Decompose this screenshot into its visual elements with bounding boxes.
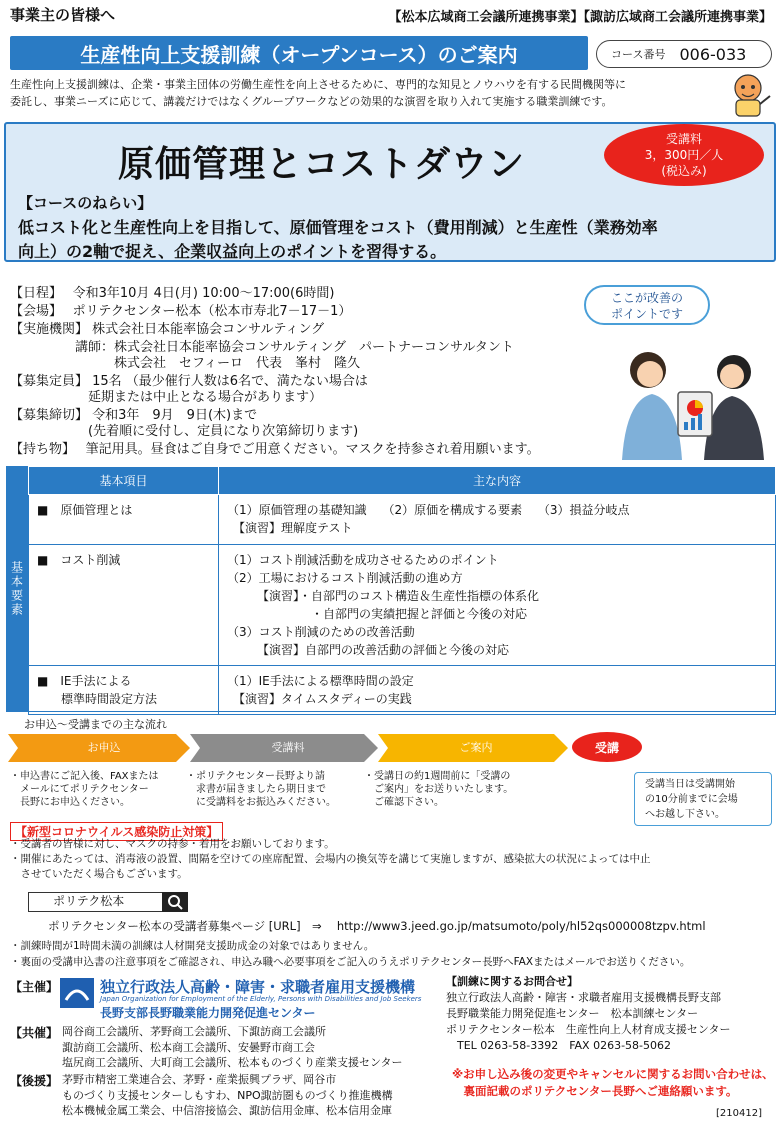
fee-badge [604,124,764,186]
note-line: の10分前までに会場 [645,794,738,805]
info-venue: 【会場】 ポリテクセンター松本（松本市寿北7－17－1） [10,304,352,319]
info-capacity-2: 延期または中止となる場合があります） [10,390,323,405]
course-number-label: コース番号 [611,48,666,61]
note-line: ご案内」をお送りいたします。 [364,784,514,795]
collab-text: 【松本広域商工会議所連携事業】【諏訪広域商工会議所連携事業】 [388,10,772,25]
info-lecturer: 講師：株式会社日本能率協会コンサルティング パートナーコンサルタント [10,340,514,355]
row-content [219,666,776,715]
support-heading: 【後援】 [10,1074,59,1088]
info-organizer: 【実施機関】 株式会社日本能率協会コンサルティング [10,322,325,337]
support-list [62,1072,393,1119]
flow-note-1 [10,770,159,809]
support-line: 松本機械金属工業会、中信溶接協会、諏訪信用金庫、松本信用金庫 [62,1104,392,1117]
flow-heading: お申込～受講までの主な流れ [24,718,167,731]
aim-line: 低コスト化と生産性向上を目指して、原価管理をコスト（費用削減）と生産性（業務効率 [18,218,658,237]
content-line: （1）原価管理の基礎知識 （2）原価を構成する要素 （3）損益分岐点 [227,503,630,517]
covid-text [10,837,770,882]
co-list [62,1024,403,1071]
bubble-line: ポイントです [610,307,683,321]
contact-phone: TEL 0263-58-3392 FAX 0263-58-5062 [446,1039,672,1052]
table-header-row [29,467,776,495]
course-title: 原価管理とコストダウン [118,144,526,185]
note-line: ・受講日の約1週間前に「受講の [364,771,511,782]
note-line: 長野にお申込ください。 [10,797,130,808]
fee-amount: 3，300円／人 [644,148,724,162]
row-content [219,545,776,666]
info-lecturer-2: 株式会社 セフィーロ 代表 峯村 隆久 [10,356,360,371]
note-line: 受講当日は受講開始 [645,779,735,790]
intro-line: 委託し、事業ニーズに応じて、講義だけではなくグループワークなどの効果的な演習を取り入れて実施する職業訓練です。 [10,95,613,108]
note-line: ・裏面の受講申込書の注意事項をご確認され、申込み職へ必要事項をご記入のうえポリテクセンター長野へFAXまたはメールでお送りください。 [10,956,691,968]
support-line: ものづくり支援センターしもすわ、NPO諏訪圏ものづくり推進機構 [62,1088,393,1102]
notes [10,938,690,970]
bubble-line: ここが改善の [610,291,683,305]
info-belongings: 【持ち物】 筆記用具。昼食はご自身でご用意ください。マスクを持参され着用願います。 [10,442,540,457]
contact-block [446,974,730,1054]
info-schedule: 【日程】 令和3年10月 4日(月) 10:00～17:00(6時間) [10,286,335,301]
greeting: 事業主の皆様へ [10,6,116,24]
flow-note-4 [634,772,772,826]
search-icon[interactable] [162,892,188,912]
covid-line: ・開催にあたっては、消毒液の設置、間隔を空けての座席配置、会場内の換気等を講じて実施しますが、感染拡大の状況によっては中止 [10,853,651,865]
co-line: 諏訪商工会議所、松本商工会議所、安曇野市商工会 [62,1040,315,1054]
aim-heading: 【コースのねらい】 [18,194,153,212]
note-line: メールにてポリテクセンター [10,784,149,795]
syllabus-table [28,466,776,715]
note-line: ご確認下さい。 [364,797,444,808]
table-row [29,545,776,666]
co-line: 岡谷商工会議所、茅野商工会議所、下諏訪商工会議所 [62,1025,326,1038]
flow-step-1: お申込 [87,741,121,754]
contact-heading: 【訓練に関するお問合せ】 [446,975,578,988]
cancel-note-line: ※お申し込み後の変更やキャンセルに関するお問い合わせは、 [452,1067,774,1081]
info-capacity: 【募集定員】 15名 （最少催行人数は6名で、満たない場合は [10,374,368,389]
covid-line: ・受講者の皆様に対し、マスクの持参・着用をお願いしております。 [10,838,335,850]
content-line: 【演習】理解度テスト [227,521,353,535]
note-line: ・申込書にご記入後、FAXまたは [10,771,159,782]
content-line: （2）工場におけるコスト削減活動の進め方 [227,571,463,585]
row-content [219,495,776,545]
org-branch: 長野支部長野職業能力開発促進センター [100,1006,316,1020]
co-heading: 【共催】 [10,1026,59,1040]
flow-step-3: ご案内 [459,741,493,754]
flow-note-3 [364,770,513,809]
content-line: ・自部門の実績把握と評価と今後の対応 [227,607,528,621]
org-name: 独立行政法人高齢・障害・求職者雇用支援機構 [100,978,416,996]
content-line: （1）コスト削減活動を成功させるためのポイント [227,553,499,567]
note-line: ・訓練時間が1時間未満の訓練は人材開発支援助成金の対象ではありません。 [10,940,375,952]
flow-step-2: 受講料 [271,741,305,754]
speech-bubble [584,285,710,325]
url-link[interactable]: ポリテクセンター松本の受講者募集ページ [URL] ⇒ http://www3.jeed.go.jp/matsumoto/poly/hl52qs000008tzpv.html [48,919,706,933]
note-line: へお越し下さい。 [645,809,725,820]
jeed-logo-icon [60,978,94,1008]
row-item: ■ IE手法による 標準時間設定方法 [29,666,219,715]
flow-step-4: 受講 [572,732,642,762]
document-code: [210412] [716,1108,762,1119]
content-line: 【演習】タイムスタディーの実践 [227,692,412,706]
mascot-icon [722,70,774,120]
row-item: ■ 原価管理とは [29,495,219,545]
column-header-content: 主な内容 [219,467,776,495]
info-deadline: 【募集締切】 令和3年 9月 9日(木)まで [10,408,258,423]
course-number-box [596,40,772,68]
table-row [29,666,776,715]
column-header-item: 基本項目 [29,467,219,495]
cancel-note [452,1066,774,1100]
org-logo [60,976,432,1020]
cancel-note-line: 裏面記載のポリテクセンター長野へご連絡願います。 [452,1084,738,1098]
info-deadline-2: (先着順に受付し、定員になり次第締切ります) [10,424,359,439]
contact-line: 独立行政法人高齢・障害・求職者雇用支援機構長野支部 [446,991,721,1004]
co-line: 塩尻商工会議所、大町商工会議所、松本ものづくり産業支援センター [62,1056,403,1069]
banner-title: 生産性向上支援訓練（オープンコース）のご案内 [10,36,588,70]
content-line: 【演習】・自部門のコスト構造＆生産性指標の体系化 [227,589,540,603]
fee-tax: (税込み) [661,164,707,178]
course-number: 006-033 [679,44,747,64]
intro-text [10,76,710,110]
syllabus-side-label: 基本要素 [6,466,28,712]
search-box[interactable]: ポリテク松本 [28,892,188,912]
row-item: ■ コスト削減 [29,545,219,666]
aim-line: 向上）の2軸で捉え、企業収益向上のポイントを習得する。 [18,242,447,261]
note-line: 求書が届きましたら期日まで [186,784,326,795]
content-line: （1）IE手法による標準時間の設定 [227,674,414,688]
support-line: 茅野市精密工業連合会、茅野・産業振興プラザ、岡谷市 [62,1073,337,1086]
aim-text [18,216,758,264]
covid-heading: 【新型コロナウイルス感染防止対策】 [10,822,223,841]
contact-line: ポリテクセンター松本 生産性向上人材育成支援センター [446,1023,731,1036]
host-heading: 【主催】 [10,980,59,994]
table-row [29,495,776,545]
org-name-en: Japan Organization for Employment of the Elderly, Persons with Disabilities and Job Seekers [100,995,422,1003]
note-line: ・ポリテクセンター長野より請 [186,771,325,782]
fee-label: 受講料 [665,132,702,146]
people-illustration-icon [612,330,770,460]
intro-line: 生産性向上支援訓練は、企業・事業主団体の労働生産性を向上させるために、専門的な知見とノウハウを有する民間機関等に [10,78,626,91]
flow-note-2 [186,770,336,809]
covid-line: させていただく場合もございます。 [10,868,188,880]
contact-line: 長野職業能力開発促進センター 松本訓練センター [446,1007,699,1020]
content-line: 【演習】自部門の改善活動の評価と今後の対応 [227,643,510,657]
content-line: （3）コスト削減のための改善活動 [227,625,415,639]
note-line: に受講料をお振込みください。 [186,797,336,808]
